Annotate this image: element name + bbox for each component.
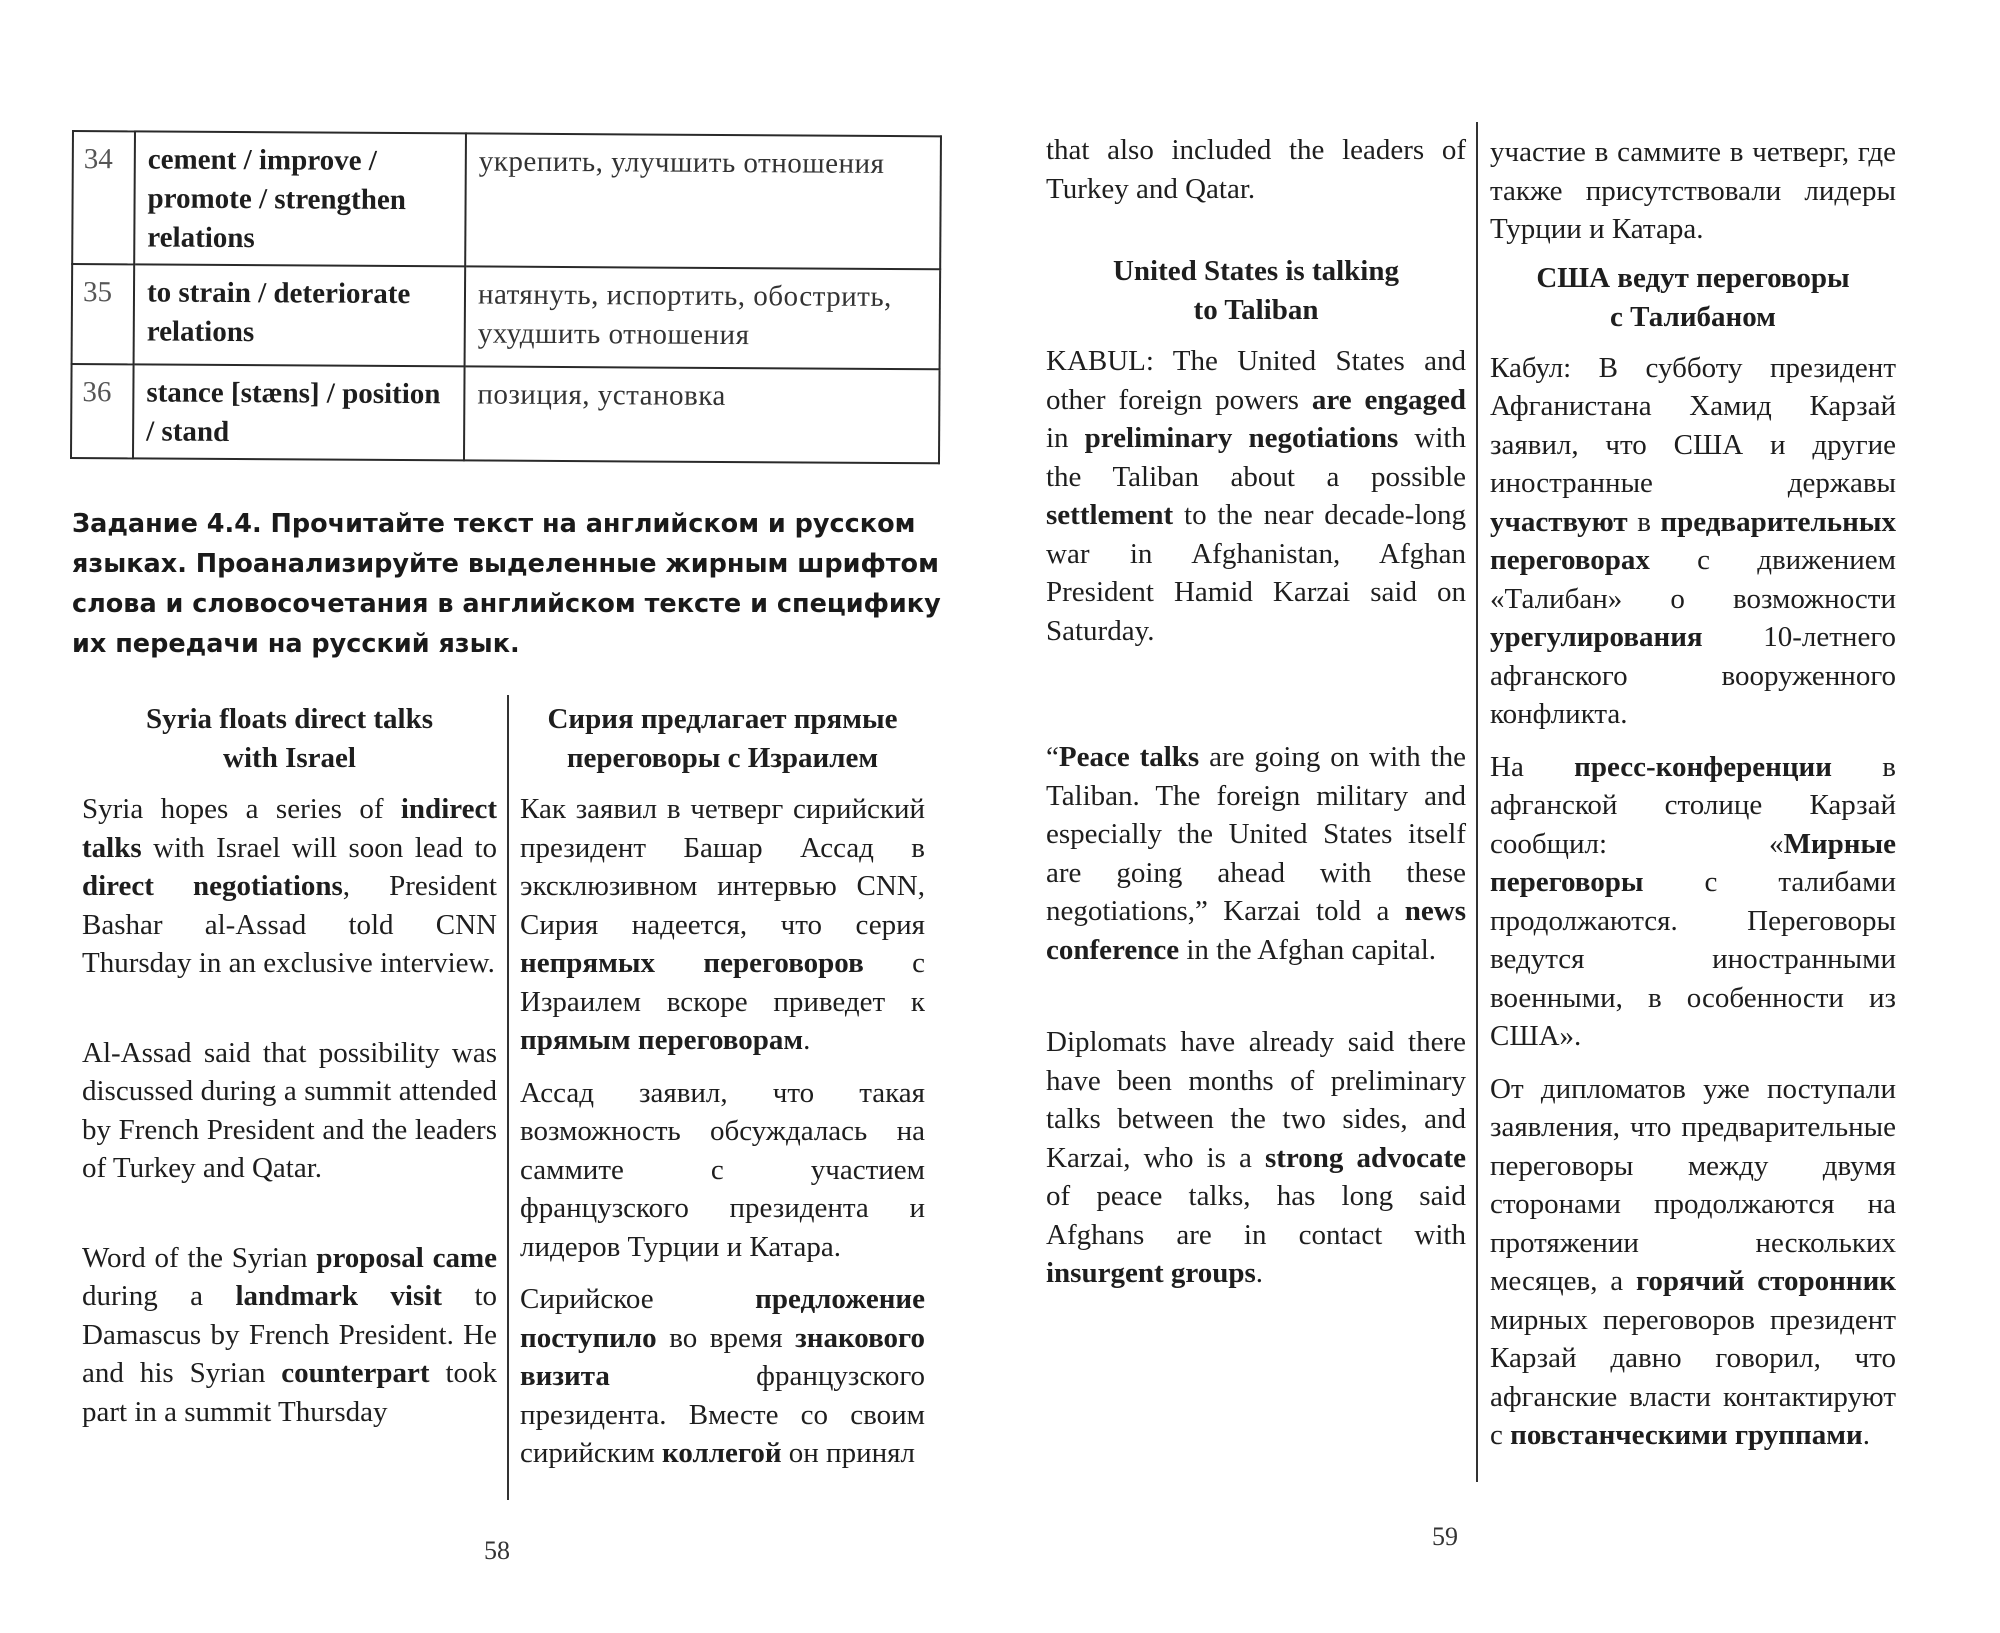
text-run: in <box>1046 422 1085 454</box>
text-run: took part in a summit Thursday <box>82 1357 497 1428</box>
text-run: in the Afghan capital. <box>1179 933 1437 966</box>
text-run: during a <box>82 1280 236 1312</box>
table-row <box>72 264 941 369</box>
paragraph <box>82 1239 497 1432</box>
text-run: , President Bashar al-Assad told CNN Thursday in an exclusive interview. <box>82 870 497 979</box>
vocabulary-table <box>70 130 942 464</box>
paragraph <box>1490 1070 1896 1455</box>
paragraph <box>520 1280 925 1473</box>
bold-term: урегулирования <box>1490 621 1703 653</box>
text-run: with the Taliban about a possible <box>1046 422 1466 493</box>
paragraph <box>1046 738 1466 969</box>
text-run: to Damascus by French President. He and his Syrian <box>82 1280 497 1389</box>
task-instruction <box>72 504 942 664</box>
text-run: Word of the Syrian <box>82 1241 317 1274</box>
paragraph <box>1046 1023 1466 1293</box>
article-heading: США ведут переговоры с Талибаном <box>1536 261 1850 333</box>
english-term: to strain / deteriorate relations <box>134 264 466 366</box>
text-run: Syria hopes a series of <box>82 793 401 825</box>
bold-term: news conference <box>1046 895 1466 966</box>
text-run: Diplomats have already said there have been months of preliminary talks between the two sides, and Karzai, who is a <box>1046 1026 1466 1174</box>
text-run: are going on with the Taliban. The foreign military and especially the United States itself are going ahead with these negotiations,” Karzai told a <box>1046 741 1466 927</box>
text-run: Al-Assad said that possibility was discussed during a summit attended by French President and the leaders of Turkey and Qatar. <box>82 1036 497 1184</box>
bold-term: предложение поступило <box>520 1283 925 1354</box>
article-heading: Сирия предлагает прямые переговоры с Израилем <box>547 703 898 774</box>
article-heading: United States is talking to Taliban <box>1112 255 1399 326</box>
bold-term: insurgent groups <box>1046 1257 1256 1289</box>
article-heading: Syria floats direct talks with Israel <box>145 703 434 774</box>
bold-term: strong advocate <box>1264 1141 1466 1174</box>
bold-term: участвуют <box>1490 505 1628 538</box>
bold-term: are engaged <box>1311 383 1466 416</box>
english-column <box>82 700 497 1431</box>
text-run: От дипломатов уже поступали заявления, что предварительные переговоры между двумя сторонами продолжаются на протяжении нескольких месяцев, а <box>1490 1072 1896 1297</box>
bold-term: counterpart <box>281 1357 430 1389</box>
right-page <box>1000 0 2000 1633</box>
row-number: 36 <box>71 364 134 458</box>
paragraph <box>1490 349 1896 734</box>
bold-term: proposal came <box>316 1241 497 1274</box>
text-run: with Israel will soon lead to <box>141 831 497 864</box>
paragraph <box>520 790 925 1060</box>
paragraph <box>82 790 497 983</box>
text-run: в <box>1627 505 1661 538</box>
bold-term: прямым переговорам <box>520 1024 804 1056</box>
bold-term: горячий сторонник <box>1635 1265 1896 1297</box>
text-run: мирных переговоров президент Карзай давно говорил, что афганские власти контактируют с <box>1490 1303 1896 1451</box>
bold-term: Мирные переговоры <box>1490 827 1896 898</box>
bold-term: direct negotiations <box>82 870 343 902</box>
bold-term: indirect talks <box>82 793 497 864</box>
text-run: Кабул: В субботу президент Афганистана Хамид Карзай заявил, что США и другие иностранные державы <box>1490 351 1896 499</box>
text-run: во время <box>656 1321 796 1354</box>
text-run: с движением «Талибан» о возможности <box>1490 544 1896 615</box>
text-run: . <box>1862 1419 1870 1451</box>
table-row <box>71 364 940 463</box>
text-run: of peace talks, has long said Afghans are in contact with <box>1046 1180 1466 1251</box>
bold-term: коллегой <box>662 1437 782 1469</box>
row-number: 35 <box>72 264 135 364</box>
russian-translation: позиция, установка <box>464 366 940 463</box>
text-run: французского президента. Вместе со своим сирийским <box>520 1360 925 1469</box>
paragraph <box>1046 342 1466 650</box>
text-run: 10-летнего афганского вооруженного конфликта. <box>1490 621 1896 730</box>
task-label: Задание 4.4. <box>72 509 262 539</box>
bold-term: пресс-конференции <box>1574 750 1832 783</box>
text-run: он принял <box>781 1437 915 1469</box>
page-number: 59 <box>1432 1522 1458 1551</box>
text-run: KABUL: The United States and other foreign powers <box>1046 345 1466 416</box>
text-run: to the near decade-long war in Afghanistan, Afghan President Hamid Karzai said on Saturday. <box>1046 499 1466 647</box>
text-run: Как заявил в четверг сирийский президент Башар Ассад в эксклюзивном интервью CNN, Сирия надеется, что серия <box>520 793 925 941</box>
russian-column <box>1490 133 1896 1455</box>
russian-translation: натянуть, испортить, обострить, ухудшить отношения <box>465 266 941 369</box>
bold-term: preliminary negotiations <box>1084 422 1399 454</box>
text-run: Сирийское <box>520 1283 756 1315</box>
paragraph <box>1490 748 1896 1056</box>
paragraph <box>82 1034 497 1188</box>
text-run: с талибами продолжаются. Переговоры ведутся иностранными военными, в особенности из США». <box>1490 866 1896 1052</box>
row-number: 34 <box>72 131 135 264</box>
text-run: На <box>1490 750 1575 783</box>
english-term: cement / improve / promote / strengthen relations <box>134 131 466 266</box>
column-divider <box>1476 122 1478 1482</box>
bold-term: landmark visit <box>235 1280 442 1312</box>
text-run: Ассад заявил, что такая возможность обсуждалась на саммите с участием французского президента и лидеров Турции и Катара. <box>520 1076 925 1263</box>
russian-translation: укрепить, улучшить отношения <box>465 133 941 269</box>
bold-term: непрямых переговоров <box>520 947 864 979</box>
text-run: . <box>803 1024 811 1056</box>
text-run: в афганской столице Карзай сообщил: « <box>1490 750 1896 860</box>
paragraph <box>520 1074 925 1267</box>
text-run: “ <box>1046 741 1059 773</box>
text-run: . <box>1255 1257 1264 1289</box>
intro-paragraph: that also included the leaders of Turkey and Qatar. <box>1046 134 1466 205</box>
bold-term: знакового визита <box>520 1321 925 1392</box>
english-column <box>1046 131 1466 1293</box>
russian-column <box>520 700 925 1473</box>
bold-term: settlement <box>1046 499 1174 531</box>
column-divider <box>507 695 509 1500</box>
page-number: 58 <box>484 1536 510 1565</box>
bold-term: повстанческими группами <box>1510 1419 1863 1451</box>
intro-paragraph: участие в саммите в четверг, где также присутствовали лидеры Турции и Катара. <box>1490 136 1896 245</box>
bold-term: предварительных переговорах <box>1490 505 1896 576</box>
table-row <box>72 131 941 269</box>
english-term: stance [stæns] / position / stand <box>133 364 465 460</box>
task-text: Прочитайте текст на английском и русском языках. Проанализируйте выделенные жирным шрифтом слова и словосочетания в английском тексте и специфику их передачи на русский язык. <box>72 509 941 659</box>
text-run: с Израилем вскоре приведет к <box>520 947 925 1018</box>
bold-term: Peace talks <box>1058 741 1200 773</box>
